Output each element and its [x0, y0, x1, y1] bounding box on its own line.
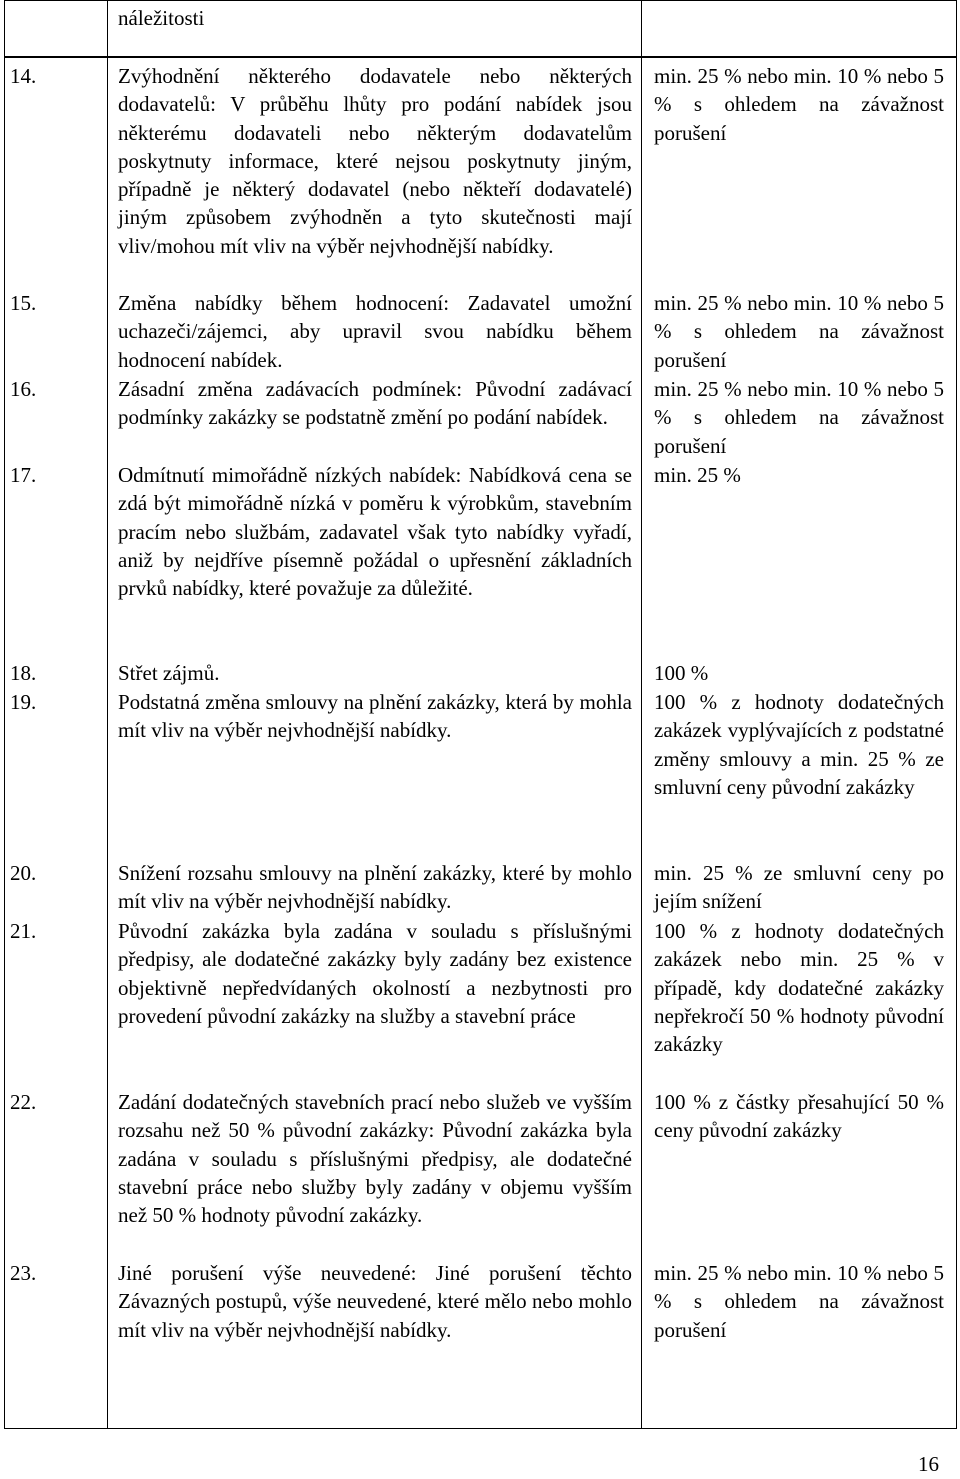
row-description: Jiné porušení výše neuvedené: Jiné porušení těchto Závazných postupů, výše neuvedené, které mělo nebo mohlo mít vliv na výběr nejvhodnější nabídky. [118, 1261, 632, 1342]
row-description: Zadání dodatečných stavebních prací nebo služeb ve vyšším rozsahu než 50 % původní zakázky: Původní zakázka byla zadána v souladu s příslušnými předpisy, ale dodatečné stavební práce nebo služby byly zadány v objemu vyšším než 50 % hodnoty původní zakázky. [118, 1090, 632, 1228]
row-number: 19. [10, 690, 37, 714]
column-divider-number [107, 0, 108, 1429]
row-number: 18. [10, 661, 37, 685]
row-penalty: min. 25 % nebo min. 10 % nebo 5 % s ohledem na závažnost porušení [654, 291, 944, 372]
row-penalty: 100 % z hodnoty dodatečných zakázek vyplývajících z podstatné změny smlouvy a min. 25 % ze smluvní ceny původní zakázky [654, 690, 944, 799]
row-penalty: 100 % z hodnoty dodatečných zakázek nebo min. 25 % v případě, kdy dodatečné zakázky nepřekročí 50 % hodnoty původní zakázky [654, 919, 944, 1057]
row-description: Původní zakázka byla zadána v souladu s příslušnými předpisy, ale dodatečné zakázky byly zadány bez existence objektivně nepředvídaných okolností a nezbytnosti pro provedení původní zakázky na služby a stavební práce [118, 919, 632, 1028]
row-description: Zásadní změna zadávacích podmínek: Původní zadávací podmínky zakázky se podstatně změní po podání nabídek. [118, 377, 632, 430]
row-penalty: min. 25 % ze smluvní ceny po jejím snížení [654, 861, 944, 914]
row-number: 15. [10, 291, 37, 315]
row-number: 23. [10, 1261, 37, 1285]
row-number: 22. [10, 1090, 37, 1114]
row-penalty: min. 25 % nebo min. 10 % nebo 5 % s ohledem na závažnost porušení [654, 377, 944, 458]
row-number: 20. [10, 861, 37, 885]
page-number: 16 [918, 1452, 939, 1476]
row-description: Změna nabídky během hodnocení: Zadavatel umožní uchazeči/zájemci, aby upravil svou nabídku během hodnocení nabídek. [118, 291, 632, 372]
row-penalty: min. 25 % nebo min. 10 % nebo 5 % s ohledem na závažnost porušení [654, 64, 944, 145]
row-description: Odmítnutí mimořádně nízkých nabídek: Nabídková cena se zdá být mimořádně nízká v poměru k výrobkům, stavebním pracím nebo službám, zadavatel však tyto nabídky vyřadí, aniž by nejdříve písemně požádal o upřesnění základních prvků nabídky, které považuje za důležité. [118, 463, 632, 601]
row-number: 14. [10, 64, 37, 88]
row-description: Zvýhodnění některého dodavatele nebo některých dodavatelů: V průběhu lhůty pro podání nabídek jsou některému dodavateli nebo některým dodavatelům poskytnuty informace, které nejsou poskytnuty jiným, případně je některý dodavatel (nebo někteří dodavatelé) jiným způsobem zvýhodněn a tyto skutečnosti mají vliv/mohou mít vliv na výběr nejvhodnější nabídky. [118, 64, 632, 258]
column-divider-penalty [641, 0, 642, 1429]
row-penalty: min. 25 % [654, 463, 741, 487]
row-number: 17. [10, 463, 37, 487]
row-description: Snížení rozsahu smlouvy na plnění zakázky, které by mohlo mít vliv na výběr nejvhodnější nabídky. [118, 861, 632, 914]
row-number: 21. [10, 919, 37, 943]
top-row-text: náležitosti [118, 6, 205, 30]
row-penalty: 100 % [654, 661, 709, 685]
row-penalty: 100 % z částky přesahující 50 % ceny původní zakázky [654, 1090, 944, 1143]
row-description: Podstatná změna smlouvy na plnění zakázky, která by mohla mít vliv na výběr nejvhodnější nabídky. [118, 690, 632, 743]
row-penalty: min. 25 % nebo min. 10 % nebo 5 % s ohledem na závažnost porušení [654, 1261, 944, 1342]
row-description: Střet zájmů. [118, 661, 220, 685]
row-number: 16. [10, 377, 37, 401]
